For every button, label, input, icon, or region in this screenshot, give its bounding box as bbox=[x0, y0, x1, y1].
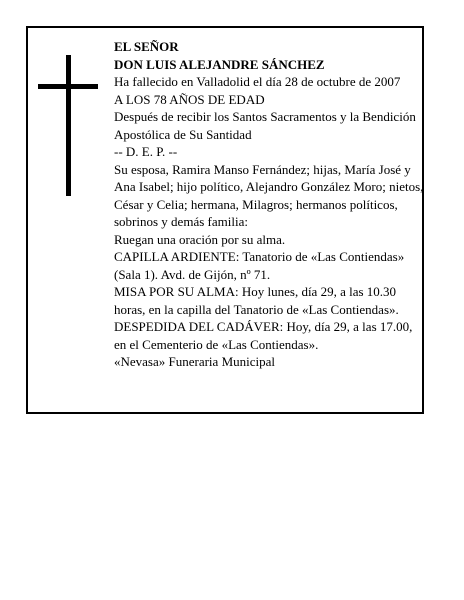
sacraments-text: Después de recibir los Santos Sacramentos y la Bendición Apostólica de Su Santidad bbox=[114, 109, 416, 142]
cross-horizontal-bar bbox=[38, 84, 98, 89]
obituary-title-1: EL SEÑOR bbox=[114, 39, 179, 54]
family-text: Su esposa, Ramira Manso Fernández; hijas, María José y Ana Isabel; hijo político, Alejandro González Moro; nietos, César y Celia; hermana, Milagros; hermanos políticos, sobrinos y demás familia: bbox=[114, 161, 424, 229]
rip-text: -- D. E. P. -- bbox=[114, 144, 178, 159]
chapel-text: CAPILLA ARDIENTE: Tanatorio de «Las Contiendas» (Sala 1). Avd. de Gijón, nº 71. bbox=[114, 249, 405, 282]
obituary-text bbox=[114, 38, 424, 371]
funeral-home-text: «Nevasa» Funeraria Municipal bbox=[114, 354, 276, 369]
obituary-title-2: DON LUIS ALEJANDRE SÁNCHEZ bbox=[114, 56, 325, 72]
mass-text: MISA POR SU ALMA: Hoy lunes, día 29, a las 10.30 horas, en la capilla del Tanatorio de «Las Contiendas». bbox=[114, 284, 399, 317]
death-line: Ha fallecido en Valladolid el día 28 de octubre de 2007 bbox=[114, 74, 401, 89]
age-line: A LOS 78 AÑOS DE EDAD bbox=[114, 91, 265, 107]
cross-vertical-bar bbox=[66, 55, 71, 196]
prayer-text: Ruegan una oración por su alma. bbox=[114, 231, 286, 247]
farewell-text: DESPEDIDA DEL CADÁVER: Hoy, día 29, a las 17.00, en el Cementerio de «Las Contiendas». bbox=[114, 319, 413, 352]
